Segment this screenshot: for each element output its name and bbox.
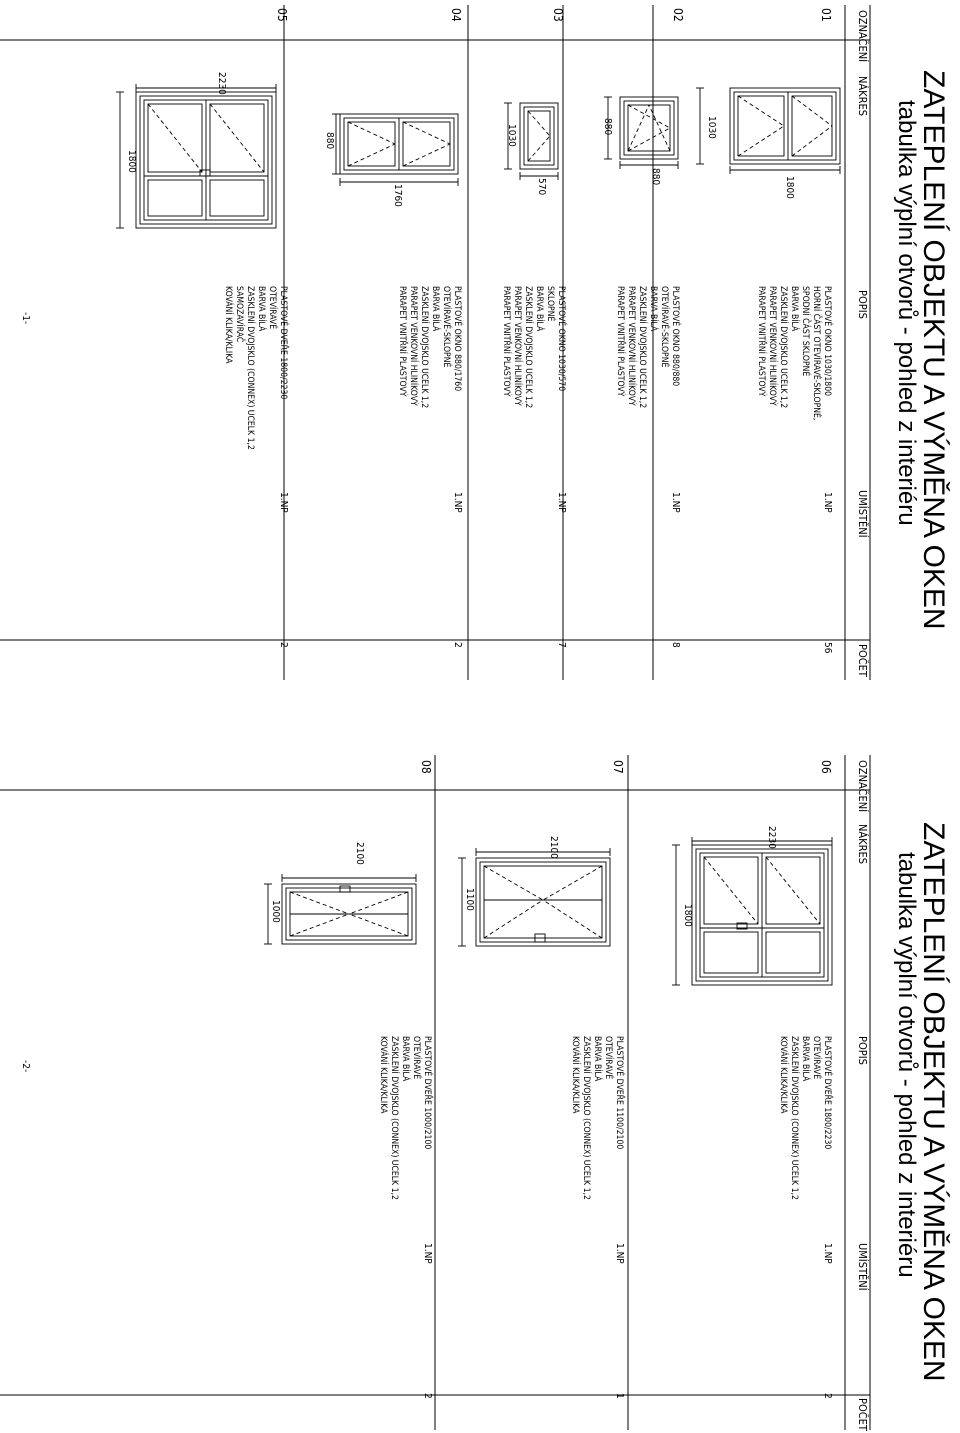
window-07-sketch bbox=[458, 848, 610, 946]
row-02-description: PLASTOVÉ OKNO 880/880 OTEVÍRAVÉ-SKLOPNÉ BARVA BÍLÁ ZASKLENÍ DVOJSKLO UCELK 1,2 PARAPET VENKOVNÍ HLINÍKOVÝ PARAPET VNITŘNÍ PLASTOVÝ bbox=[615, 286, 680, 409]
row-07-description: PLASTOVÉ DVEŘE 1100/2100 OTEVÍRAVÉ BARVA BÍLÁ ZASKLENÍ DVOJSKLO (CONNEX) UCELK 1,2 KOVÁNÍ KLIKA/KLIKA bbox=[570, 1036, 624, 1200]
sheet-1-col-drawing: NÁKRES bbox=[856, 76, 869, 117]
row-03-dim-width: 570 bbox=[536, 178, 547, 196]
row-06-count: 2 bbox=[822, 1393, 833, 1399]
row-03-dim-height: 1030 bbox=[506, 124, 517, 147]
window-04-sketch bbox=[332, 114, 458, 186]
row-01-dim-width: 1800 bbox=[784, 176, 795, 199]
row-02-id: 02 bbox=[671, 8, 685, 22]
sheet-1-col-mark: OZNAČENÍ bbox=[856, 10, 869, 63]
window-05-sketch bbox=[116, 84, 276, 228]
row-08-dim-height: 1000 bbox=[270, 900, 281, 923]
row-04-dim-height: 880 bbox=[324, 132, 335, 150]
row-05-id: 05 bbox=[275, 8, 289, 22]
row-01-count: 56 bbox=[822, 642, 833, 654]
sheet-1-col-location: UMÍSTĚNÍ bbox=[856, 490, 869, 538]
row-04-id: 04 bbox=[449, 8, 463, 22]
window-06-sketch bbox=[672, 837, 832, 985]
sheet-2-col-drawing: NÁKRES bbox=[856, 824, 869, 865]
sheet-2-col-count: POČET bbox=[856, 1398, 869, 1431]
row-05-location: 1.NP bbox=[278, 492, 289, 513]
row-05-description: PLASTOVÉ DVEŘE 1800/2230 OTEVÍRAVÉ BARVA BÍLÁ ZASKLENÍ DVOJSKLO (CONNEX) UCELK 1,2 SAMOZAVÍRAČ KOVÁNÍ KLIKA/KLIKA bbox=[223, 286, 288, 450]
row-05-dim-height: 1800 bbox=[126, 150, 137, 173]
row-07-id: 07 bbox=[611, 760, 625, 774]
row-06-location: 1.NP bbox=[822, 1243, 833, 1264]
sheet-1-subtitle: tabulka výplní otvorů - pohled z interiéru bbox=[893, 100, 920, 526]
row-07-dim-width: 2100 bbox=[548, 836, 559, 859]
row-08-description: PLASTOVÉ DVEŘE 1000/2100 OTEVÍRAVÉ BARVA BÍLÁ ZASKLENÍ DVOJSKLO (CONNEX) UCELK 1,2 KOVÁNÍ KLIKA/KLIKA bbox=[378, 1036, 432, 1200]
row-08-id: 08 bbox=[419, 760, 433, 774]
row-02-dim-height: 880 bbox=[602, 118, 613, 136]
sheet-2-page-number: -2- bbox=[20, 1060, 31, 1073]
row-06-description: PLASTOVÉ DVEŘE 1800/2230 OTEVÍRAVÉ BARVA BÍLÁ ZASKLENÍ DVOJSKLO (CONNEX) UCELK 1,2 KOVÁNÍ KLIKA/KLIKA bbox=[778, 1036, 832, 1200]
row-06-id: 06 bbox=[819, 760, 833, 774]
row-04-description: PLASTOVÉ OKNO 880/1760 OTEVÍRAVÉ-SKLOPNÉ BARVA BÍLÁ ZASKLENÍ DVOJSKLO UCELK 1,2 PARAPET VENKOVNÍ HLINÍKOVÝ PARAPET VNITŘNÍ PLASTOVÝ bbox=[397, 286, 462, 409]
row-01-dim-height: 1030 bbox=[706, 116, 717, 139]
row-07-count: 1 bbox=[614, 1393, 625, 1399]
sheet-1-col-count: POČET bbox=[856, 644, 869, 677]
row-01-location: 1.NP bbox=[822, 492, 833, 513]
sheet-1-page-number: -1- bbox=[20, 312, 31, 325]
row-02-location: 1.NP bbox=[670, 492, 681, 513]
sheet-1-title: ZATEPLENÍ OBJEKTU A VÝMĚNA OKEN bbox=[917, 70, 950, 630]
row-07-location: 1.NP bbox=[614, 1243, 625, 1264]
window-01-sketch bbox=[696, 88, 840, 174]
row-04-dim-width: 1760 bbox=[392, 184, 403, 207]
sheet-1-col-description: POPIS bbox=[856, 290, 869, 319]
row-02-count: 8 bbox=[670, 642, 681, 648]
sheet-2-col-location: UMÍSTĚNÍ bbox=[856, 1243, 869, 1291]
row-08-location: 1.NP bbox=[422, 1243, 433, 1264]
row-05-count: 2 bbox=[278, 642, 289, 648]
row-06-dim-height: 1800 bbox=[682, 904, 693, 927]
row-03-count: 7 bbox=[556, 642, 567, 648]
row-06-dim-width: 2230 bbox=[766, 826, 777, 849]
row-01-id: 01 bbox=[819, 8, 833, 22]
row-03-description: PLASTOVÉ OKNO 1030/570 SKLOPNÉ BARVA BÍLÁ ZASKLENÍ DVOJSKLO UCELK 1,2 PARAPET VENKOVNÍ HLINÍKOVÝ PARAPET VNITŘNÍ PLASTOVÝ bbox=[501, 286, 566, 409]
sheet-2-title: ZATEPLENÍ OBJEKTU A VÝMĚNA OKEN bbox=[917, 822, 950, 1382]
row-08-dim-width: 2100 bbox=[354, 842, 365, 865]
row-03-id: 03 bbox=[551, 8, 565, 22]
window-02-sketch bbox=[604, 97, 678, 169]
row-04-count: 2 bbox=[452, 642, 463, 648]
row-07-dim-height: 1100 bbox=[464, 888, 475, 911]
sheet-2-subtitle: tabulka výplní otvorů - pohled z interiéru bbox=[893, 852, 920, 1278]
row-08-count: 2 bbox=[422, 1393, 433, 1399]
row-01-description: PLASTOVÉ OKNO 1030/1800 HORNÍ ČÁST OTEVÍRAVÉ-SKLOPNÉ, SPODNÍ ČÁST SKLOPNÉ BARVA BÍLÁ ZASKLENÍ DVOJSKLO UCELK 1,2 PARAPET VENKOVNÍ HLINÍKOVÝ PARAPET VNITŘNÍ PLASTOVÝ bbox=[756, 286, 832, 421]
sheet-2-col-description: POPIS bbox=[856, 1036, 869, 1065]
sheet-2-grid bbox=[0, 755, 870, 1430]
sheet-2-col-mark: OZNAČENÍ bbox=[856, 760, 869, 813]
row-05-dim-width: 2230 bbox=[216, 72, 227, 95]
row-03-location: 1.NP bbox=[556, 492, 567, 513]
row-04-location: 1.NP bbox=[452, 492, 463, 513]
window-08-sketch bbox=[264, 874, 416, 944]
row-02-dim-width: 880 bbox=[650, 168, 661, 186]
